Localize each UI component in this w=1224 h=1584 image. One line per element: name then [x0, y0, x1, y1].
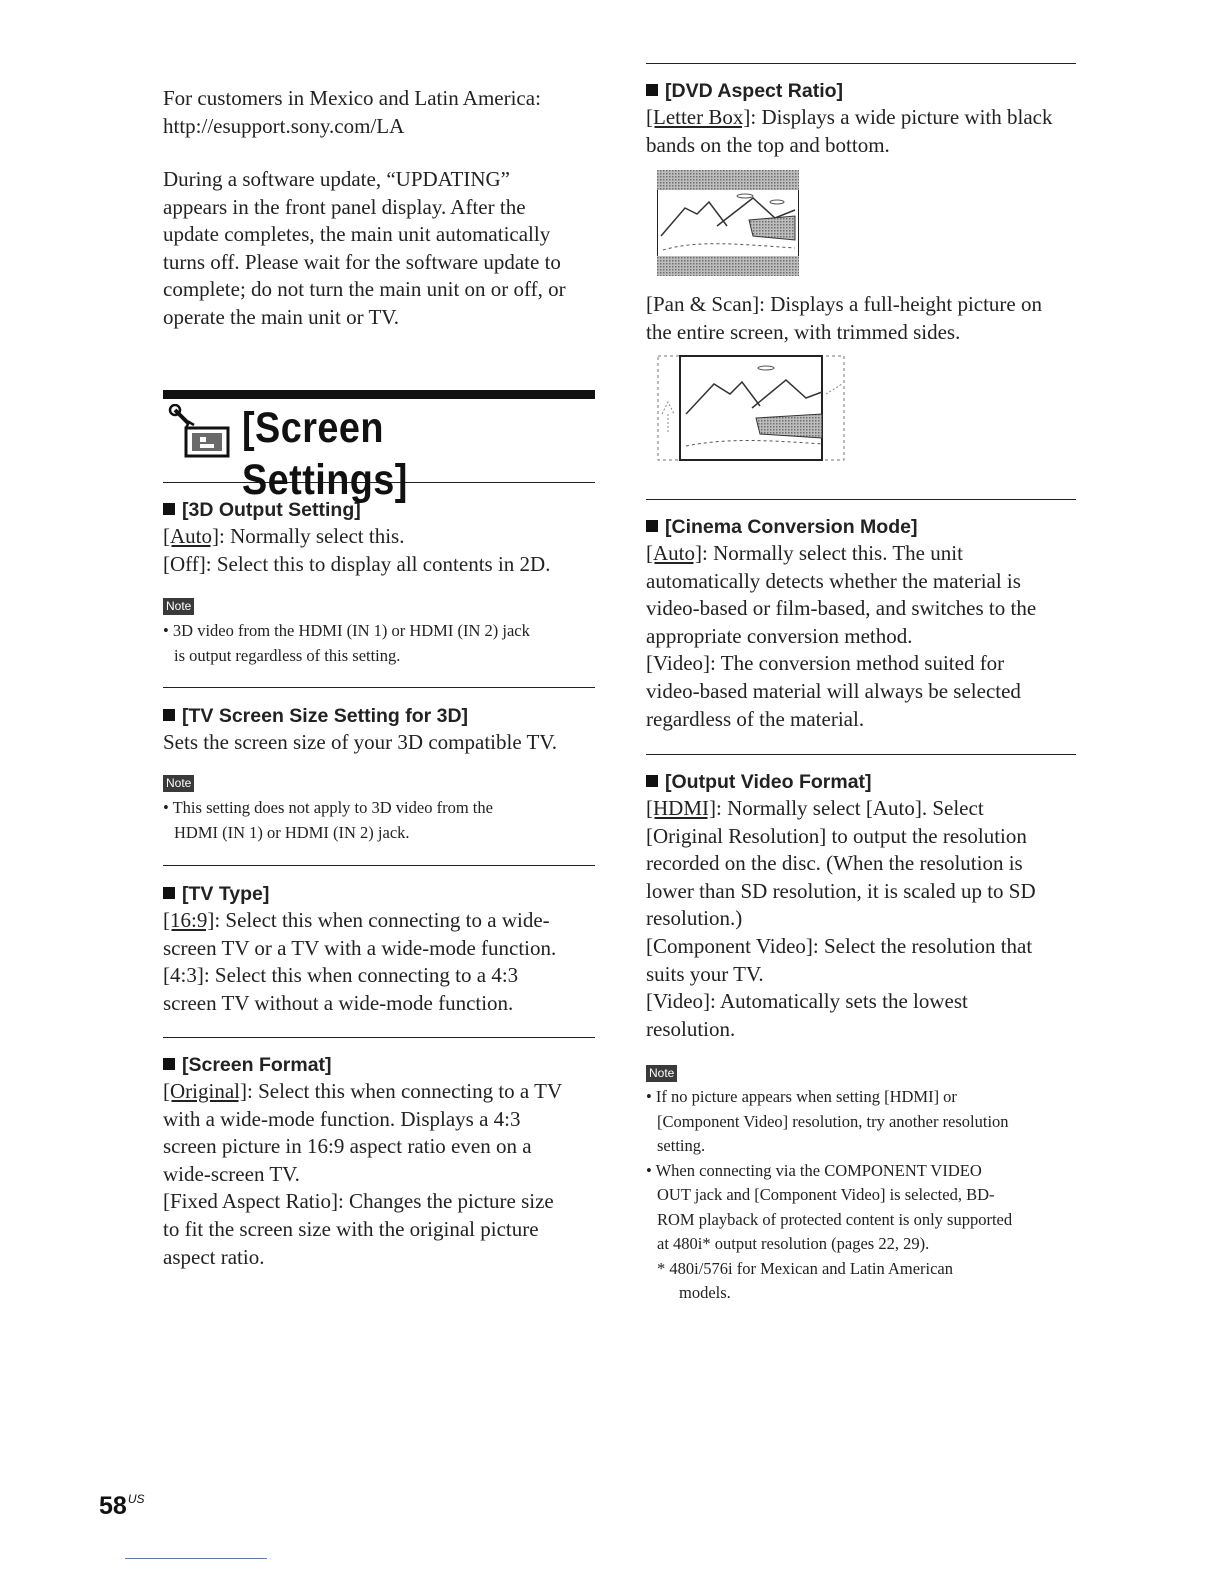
- option-auto: [646, 540, 1086, 568]
- divider: [163, 865, 595, 866]
- option-hdmi: [646, 795, 1086, 823]
- text-line: aspect ratio.: [163, 1244, 265, 1269]
- text-line: automatically detects whether the material is: [646, 568, 1021, 593]
- option-text: : Displays a wide picture with black: [750, 105, 1053, 129]
- option-off: [Off]: Select this to display all contents in 2D.: [163, 551, 551, 576]
- note-line: • 3D video from the HDMI (IN 1) or HDMI (IN 2) jack: [163, 621, 530, 640]
- text-line: [Fixed Aspect Ratio]: Changes the picture size: [163, 1189, 554, 1214]
- heading-cinema-conversion: [646, 514, 1086, 540]
- note-3d-text: [163, 619, 603, 668]
- option-original: [163, 1078, 603, 1106]
- note-tvsize: [163, 774, 194, 792]
- note-tvsize-text: [163, 796, 603, 845]
- note-output: [646, 1064, 677, 1082]
- page-number-value: 58: [99, 1492, 127, 1520]
- square-bullet-icon: [163, 1058, 175, 1070]
- heading-tv-screen-size: [163, 703, 603, 729]
- heading-text: [TV Type]: [182, 883, 270, 905]
- note-line: • When connecting via the COMPONENT VIDEO: [646, 1160, 982, 1180]
- text-line: regardless of the material.: [646, 706, 865, 731]
- note-line: is output regardless of this setting.: [174, 645, 401, 665]
- heading-tv-type: [163, 881, 603, 907]
- text-line: appropriate conversion method.: [646, 623, 913, 648]
- note-line: HDMI (IN 1) or HDMI (IN 2) jack.: [174, 822, 410, 842]
- square-bullet-icon: [646, 775, 658, 787]
- heading-text: [Output Video Format]: [665, 771, 872, 793]
- option-pan-scan: [646, 291, 1086, 346]
- support-url: http://esupport.sony.com/LA: [163, 113, 405, 138]
- text-line: screen TV or a TV with a wide-mode function.: [163, 935, 557, 960]
- note-line: * 480i/576i for Mexican and Latin American: [657, 1258, 954, 1278]
- text-line: bands on the top and bottom.: [646, 132, 890, 157]
- text-line: [4:3]: Select this when connecting to a 4:3: [163, 963, 519, 988]
- text-line: [Video]: Automatically sets the lowest: [646, 989, 968, 1014]
- text-line: suits your TV.: [646, 961, 764, 986]
- option-text: : Normally select this. The unit: [702, 541, 963, 565]
- text-line: resolution.): [646, 906, 743, 931]
- option-16-9: [163, 907, 603, 935]
- intro-line: For customers in Mexico and Latin America:: [163, 86, 541, 110]
- text-line: the entire screen, with trimmed sides.: [646, 319, 961, 344]
- option-text: : Normally select [Auto]. Select: [715, 796, 984, 820]
- divider: [646, 499, 1076, 500]
- footer-line: [125, 1558, 267, 1559]
- option-text: : Select this when connecting to a TV: [246, 1079, 563, 1103]
- heading-text: [3D Output Setting]: [182, 499, 361, 521]
- option-auto: [163, 523, 603, 551]
- text-line: recorded on the disc. (When the resolution is: [646, 851, 1023, 876]
- heading-output-video-format: [646, 769, 1086, 795]
- square-bullet-icon: [163, 503, 175, 515]
- update-line: complete; do not turn the main unit on or off, or: [163, 277, 566, 302]
- description: Sets the screen size of your 3D compatible TV.: [163, 730, 558, 754]
- update-line: appears in the front panel display. After the: [163, 194, 526, 219]
- text-line: video-based or film-based, and switches to the: [646, 596, 1037, 621]
- letterbox-illustration: [657, 170, 799, 276]
- text-line: wide-screen TV.: [163, 1161, 300, 1186]
- note-badge: Note: [646, 1065, 677, 1082]
- section-3d-output: [163, 497, 603, 578]
- page-number: [99, 1492, 144, 1521]
- square-bullet-icon: [646, 520, 658, 532]
- update-line: operate the main unit or TV.: [163, 304, 400, 329]
- option-key: [Original]: [163, 1079, 247, 1103]
- square-bullet-icon: [163, 709, 175, 721]
- option-key: [Auto]: [163, 524, 219, 548]
- text-line: screen TV without a wide-mode function.: [163, 990, 514, 1015]
- option-text: : Select this when connecting to a wide-: [214, 908, 550, 932]
- text-line: to fit the screen size with the original picture: [163, 1216, 539, 1241]
- option-key: [Auto]: [646, 541, 702, 565]
- text-line: screen picture in 16:9 aspect ratio even on a: [163, 1134, 532, 1159]
- section-screen-format: [163, 1052, 603, 1271]
- note-badge: Note: [163, 598, 194, 615]
- heading-text: [Cinema Conversion Mode]: [665, 516, 918, 538]
- heading-text: [TV Screen Size Setting for 3D]: [182, 705, 469, 727]
- option-text: : Normally select this.: [219, 524, 405, 548]
- update-line: update completes, the main unit automatically: [163, 222, 551, 247]
- update-line: During a software update, “UPDATING”: [163, 167, 510, 191]
- section-tv-type: [163, 881, 603, 1017]
- option-key: [Letter Box]: [646, 105, 751, 129]
- section-header-bar: [163, 390, 595, 399]
- note-3d: [163, 597, 194, 615]
- note-line: setting.: [657, 1136, 706, 1155]
- update-line: turns off. Please wait for the software update to: [163, 249, 561, 274]
- section-tv-screen-size: [163, 703, 603, 757]
- option-key: [16:9]: [163, 908, 215, 932]
- text-line: [Component Video]: Select the resolution that: [646, 933, 1033, 958]
- divider: [163, 1037, 595, 1038]
- note-line: models.: [679, 1283, 731, 1302]
- text-line: [Pan & Scan]: Displays a full-height picture on: [646, 292, 1042, 316]
- text-line: lower than SD resolution, it is scaled up to SD: [646, 878, 1036, 903]
- note-line: • If no picture appears when setting [HDMI] or: [646, 1087, 957, 1106]
- heading-text: [Screen Format]: [182, 1054, 332, 1076]
- screen-settings-icon: [167, 404, 231, 460]
- option-letterbox: [646, 104, 1086, 132]
- text-line: [Video]: The conversion method suited for: [646, 651, 1005, 676]
- note-output-text: [646, 1085, 1086, 1306]
- divider: [163, 687, 595, 688]
- section-header: [163, 402, 603, 504]
- intro-update-note: [163, 166, 603, 332]
- section-dvd-aspect: [646, 78, 1086, 159]
- section-cinema-conversion: [646, 514, 1086, 733]
- page-region-suffix: US: [127, 1492, 145, 1506]
- heading-dvd-aspect: [646, 78, 1086, 104]
- note-badge: Note: [163, 775, 194, 792]
- note-line: ROM playback of protected content is only supported: [657, 1209, 1013, 1229]
- square-bullet-icon: [646, 84, 658, 96]
- text-line: with a wide-mode function. Displays a 4:3: [163, 1106, 521, 1131]
- option-key: [HDMI]: [646, 796, 716, 820]
- text-line: video-based material will always be selected: [646, 678, 1021, 703]
- section-output-video-format: [646, 769, 1086, 1043]
- note-line: • This setting does not apply to 3D video from the: [163, 798, 493, 817]
- square-bullet-icon: [163, 887, 175, 899]
- text-line: resolution.: [646, 1016, 736, 1041]
- pan-scan-illustration: [656, 354, 846, 464]
- heading-text: [DVD Aspect Ratio]: [665, 80, 844, 102]
- divider: [646, 754, 1076, 755]
- note-line: [Component Video] resolution, try another resolution: [657, 1111, 1009, 1131]
- text-line: [Original Resolution] to output the resolution: [646, 823, 1027, 848]
- section-title: [Screen Settings]: [242, 404, 408, 504]
- intro-contact: [163, 85, 603, 140]
- note-line: at 480i* output resolution (pages 22, 29).: [657, 1234, 930, 1253]
- divider: [646, 63, 1076, 64]
- heading-screen-format: [163, 1052, 603, 1078]
- note-line: OUT jack and [Component Video] is selected, BD-: [657, 1185, 995, 1204]
